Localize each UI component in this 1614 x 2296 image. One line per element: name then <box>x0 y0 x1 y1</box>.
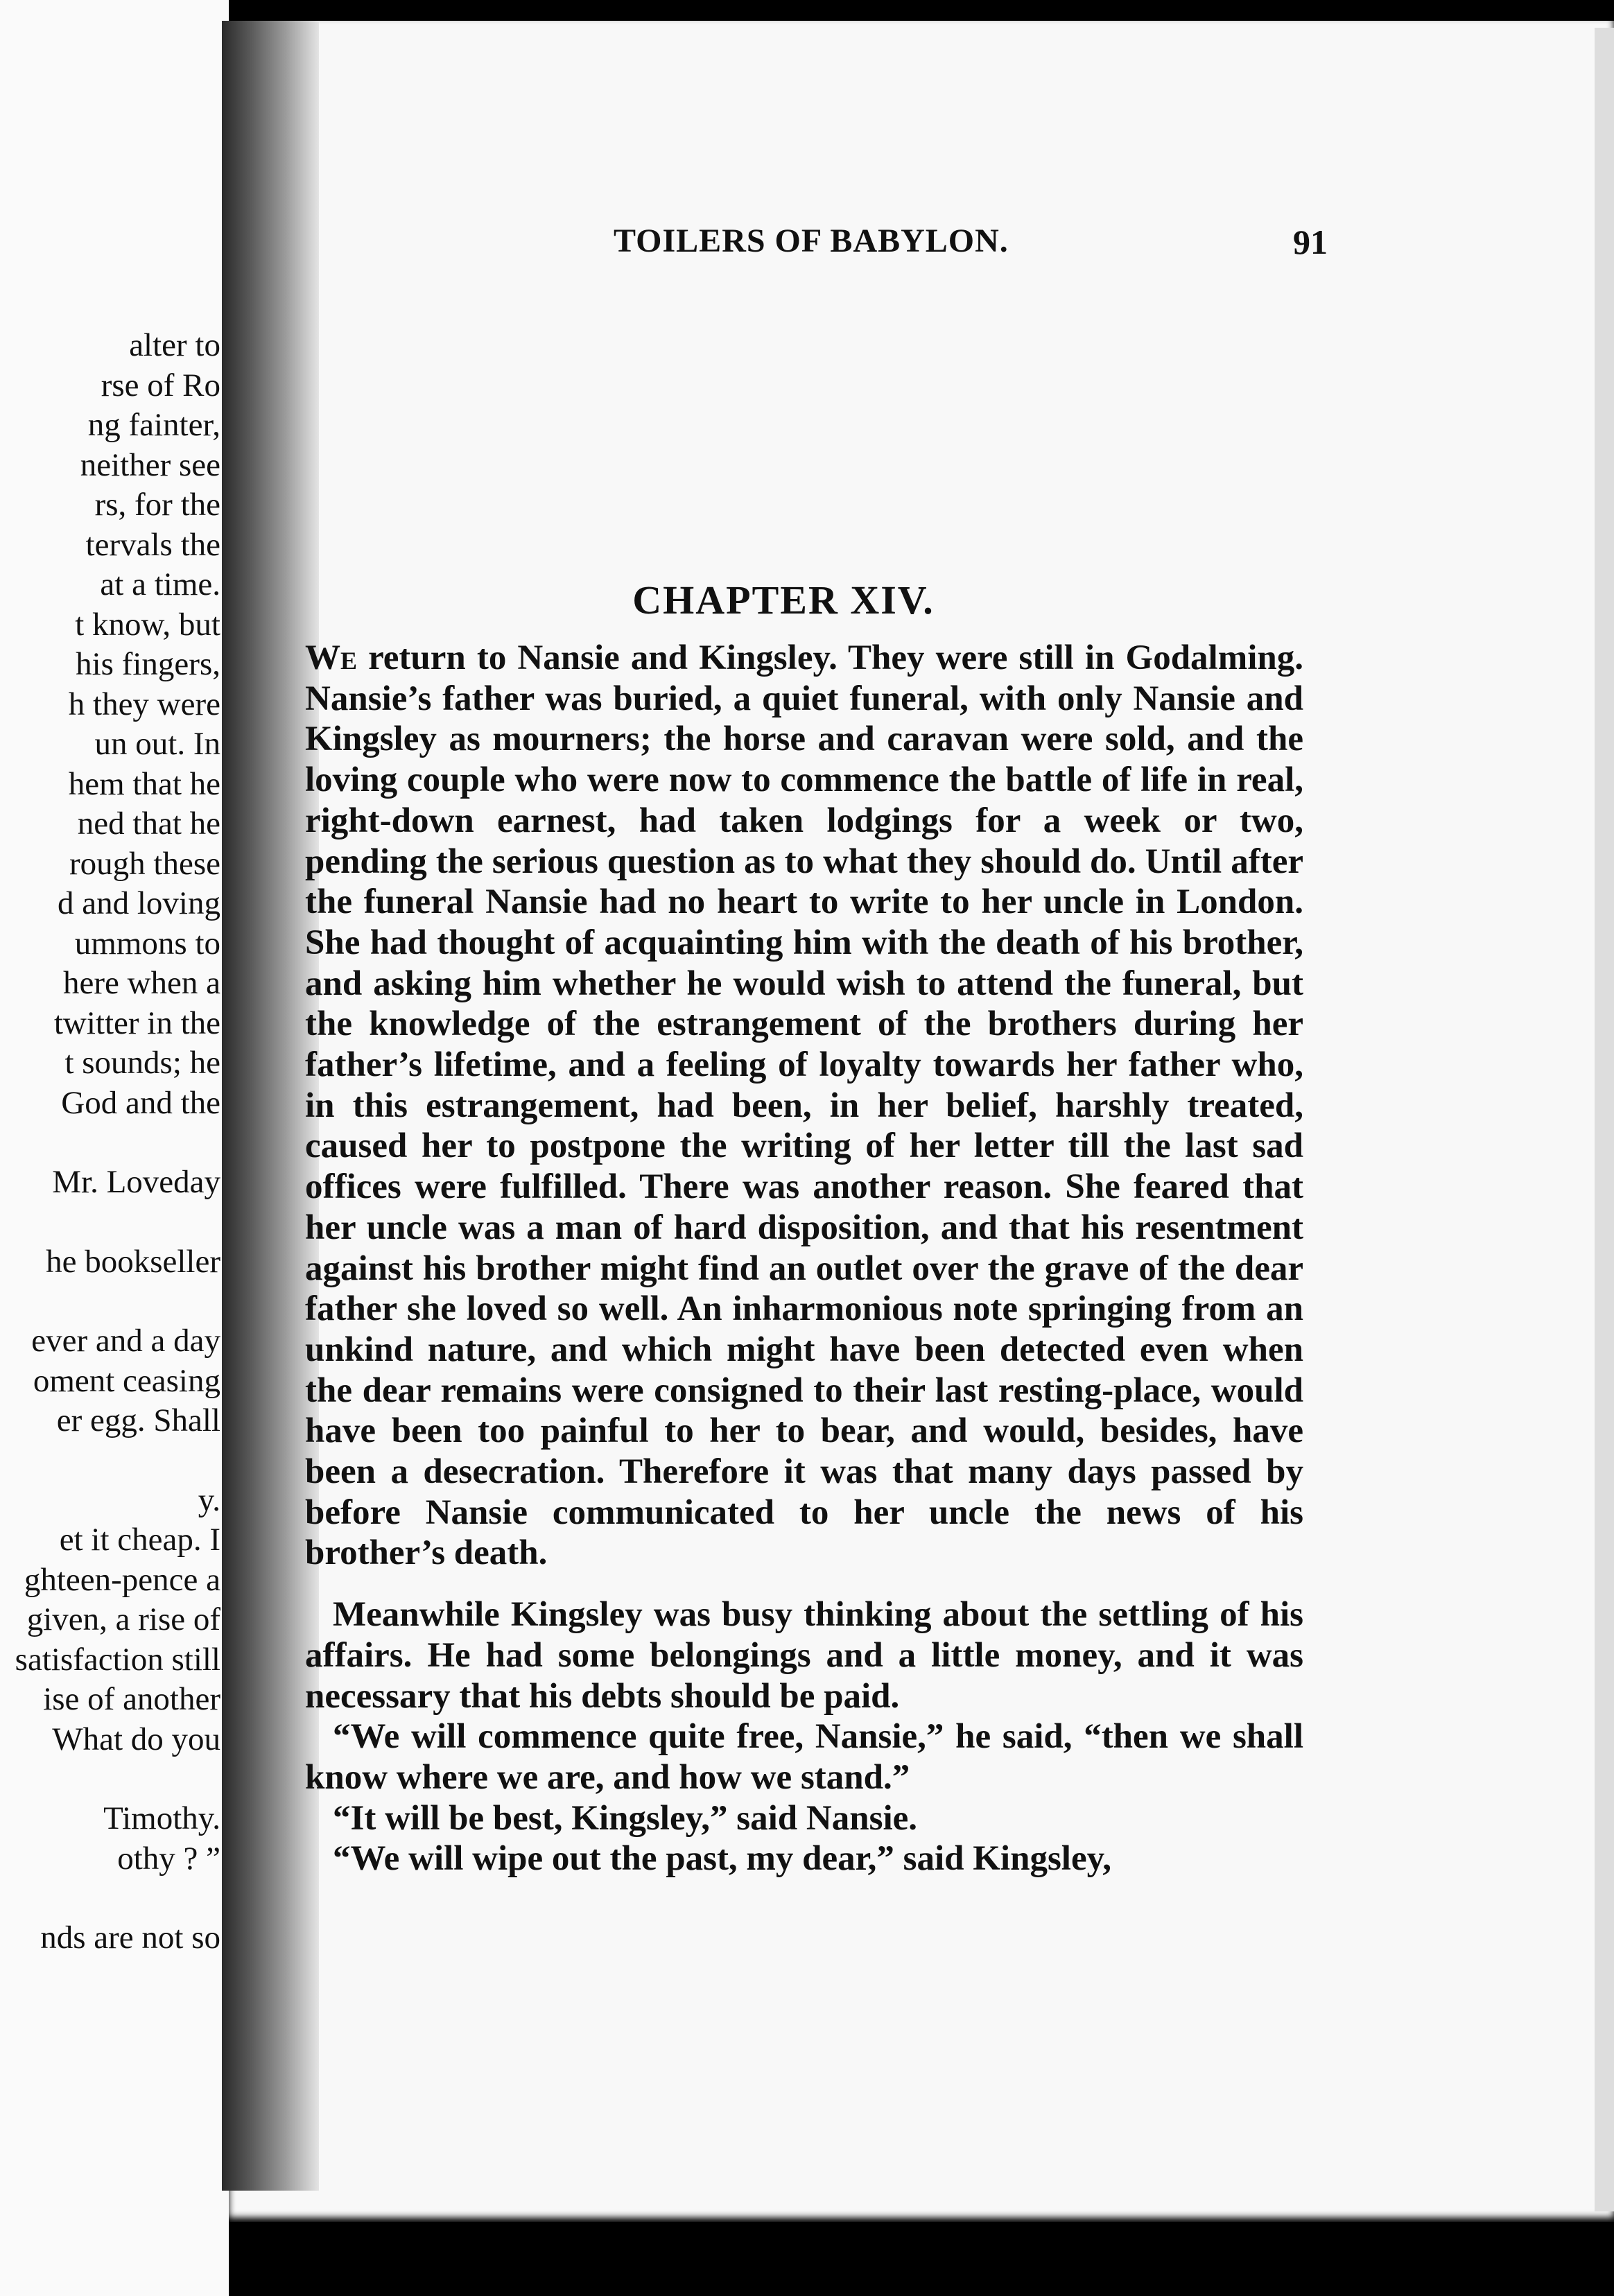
left-page-line: ng fainter, <box>87 407 220 443</box>
left-page-line: at a time. <box>100 566 220 602</box>
left-page-line: twitter in the <box>53 1004 220 1041</box>
paragraph-text: return to Nansie and Kingsley. They were still in Godalming. Nansie’s father was buried, a quiet funeral, with only Nansie and Kingsley as mourners; the horse and caravan were sold, and the loving couple who were now to commence the battle of life in real, right-down earnest, had taken lodgings for a week or two, pending the serious question as to what they should do. Until after the funeral Nansie had no heart to write to her uncle in London. She had thought of acquainting him with the death of his brother, and asking him whether he would wish to attend the funeral, but the knowledge of the estrangement of the brothers during her father’s lifetime, and a feeling of loyalty towards her father who, in this estrangement, had been, in her belief, harshly treated, caused her to postpone the writing of her letter till the last sad offices were fulfilled. There was another reason. She feared that her uncle was a man of hard disposition, and that his resentment against his brother might find an outlet over the grave of the dear father she loved so well. An inharmonious note springing from an unkind nature, and which might have been detected even when the dear remains were consigned to their last resting-place, would have been too painful to her to bear, and would, besides, have been a desecration. Therefore it was that many days passed by before Nansie communicated to her uncle the news of his brother’s death. <box>305 638 1303 1573</box>
left-page-line: y. <box>198 1481 220 1518</box>
left-page-line: ummons to <box>74 925 220 962</box>
left-page-line: satisfaction still <box>15 1641 220 1678</box>
left-page-line <box>0 1879 229 1918</box>
left-page-line <box>0 1441 229 1481</box>
paragraph-5: “We will wipe out the past, my dear,” said Kingsley, <box>333 1839 1112 1879</box>
left-page-line: rs, for the <box>94 487 220 523</box>
left-page-line: ise of another <box>43 1681 220 1717</box>
left-page-line: given, a rise of <box>26 1601 220 1637</box>
left-page-line <box>0 1282 229 1321</box>
left-page-line: rough these <box>69 845 220 882</box>
paragraph-2: Meanwhile Kingsley was busy thinking about the settling of his affairs. He had some belongings and a little money, and it was necessary that his debts should be paid. <box>305 1595 1303 1716</box>
left-page-line: t sounds; he <box>64 1045 220 1081</box>
left-page-line: rse of Ro <box>101 367 220 403</box>
page-number: 91 <box>1293 223 1328 261</box>
left-page-line: et it cheap. I <box>59 1522 220 1558</box>
running-title: TOILERS OF BABYLON. <box>614 223 1009 259</box>
paragraph-lead: We <box>305 638 358 677</box>
left-page-line: here when a <box>62 965 220 1001</box>
left-page-line: er egg. Shall <box>56 1402 220 1438</box>
left-page-line: tervals the <box>85 526 220 563</box>
left-page-line: his fingers, <box>76 646 220 682</box>
left-page-line: God and the <box>61 1084 220 1121</box>
left-page-line: he bookseller <box>46 1243 220 1280</box>
left-page-line: ever and a day <box>31 1323 220 1359</box>
left-page-line <box>0 1123 229 1163</box>
book-gutter-shadow <box>222 21 319 2191</box>
left-page-text <box>0 326 229 1958</box>
left-page-line: othy ? ” <box>117 1840 220 1877</box>
left-page-line: neither see <box>80 446 220 483</box>
left-page-line: ned that he <box>77 806 220 842</box>
left-page-line: nds are not so <box>40 1920 220 1956</box>
left-page-line: What do you <box>52 1721 220 1757</box>
left-page-line: alter to <box>129 327 220 363</box>
page-edge <box>1595 28 1614 2211</box>
paragraph-3: “We will commence quite free, Nansie,” he said, “then we shall know where we are, and how we stand.” <box>305 1717 1303 1797</box>
paragraph-1 <box>305 638 1303 1574</box>
running-header <box>298 222 1328 277</box>
left-page-line <box>0 1203 229 1242</box>
left-page-line: t know, but <box>75 606 220 643</box>
left-page-fragment <box>0 0 229 2296</box>
left-page-line: un out. In <box>94 726 220 762</box>
left-page-line: hem that he <box>68 765 220 802</box>
left-page-line: ghteen-pence a <box>24 1561 220 1598</box>
chapter-heading: CHAPTER XIV. <box>632 577 935 623</box>
left-page-line: oment ceasing <box>33 1362 220 1399</box>
left-page-line: Timothy. <box>103 1800 220 1836</box>
left-page-line: d and loving <box>58 885 220 921</box>
left-page-line: Mr. Loveday <box>52 1164 220 1200</box>
paragraph-4: “It will be best, Kingsley,” said Nansie. <box>333 1798 918 1838</box>
left-page-line <box>0 1759 229 1799</box>
chapter-body <box>305 638 1303 1879</box>
left-page-line: h they were <box>68 686 220 722</box>
